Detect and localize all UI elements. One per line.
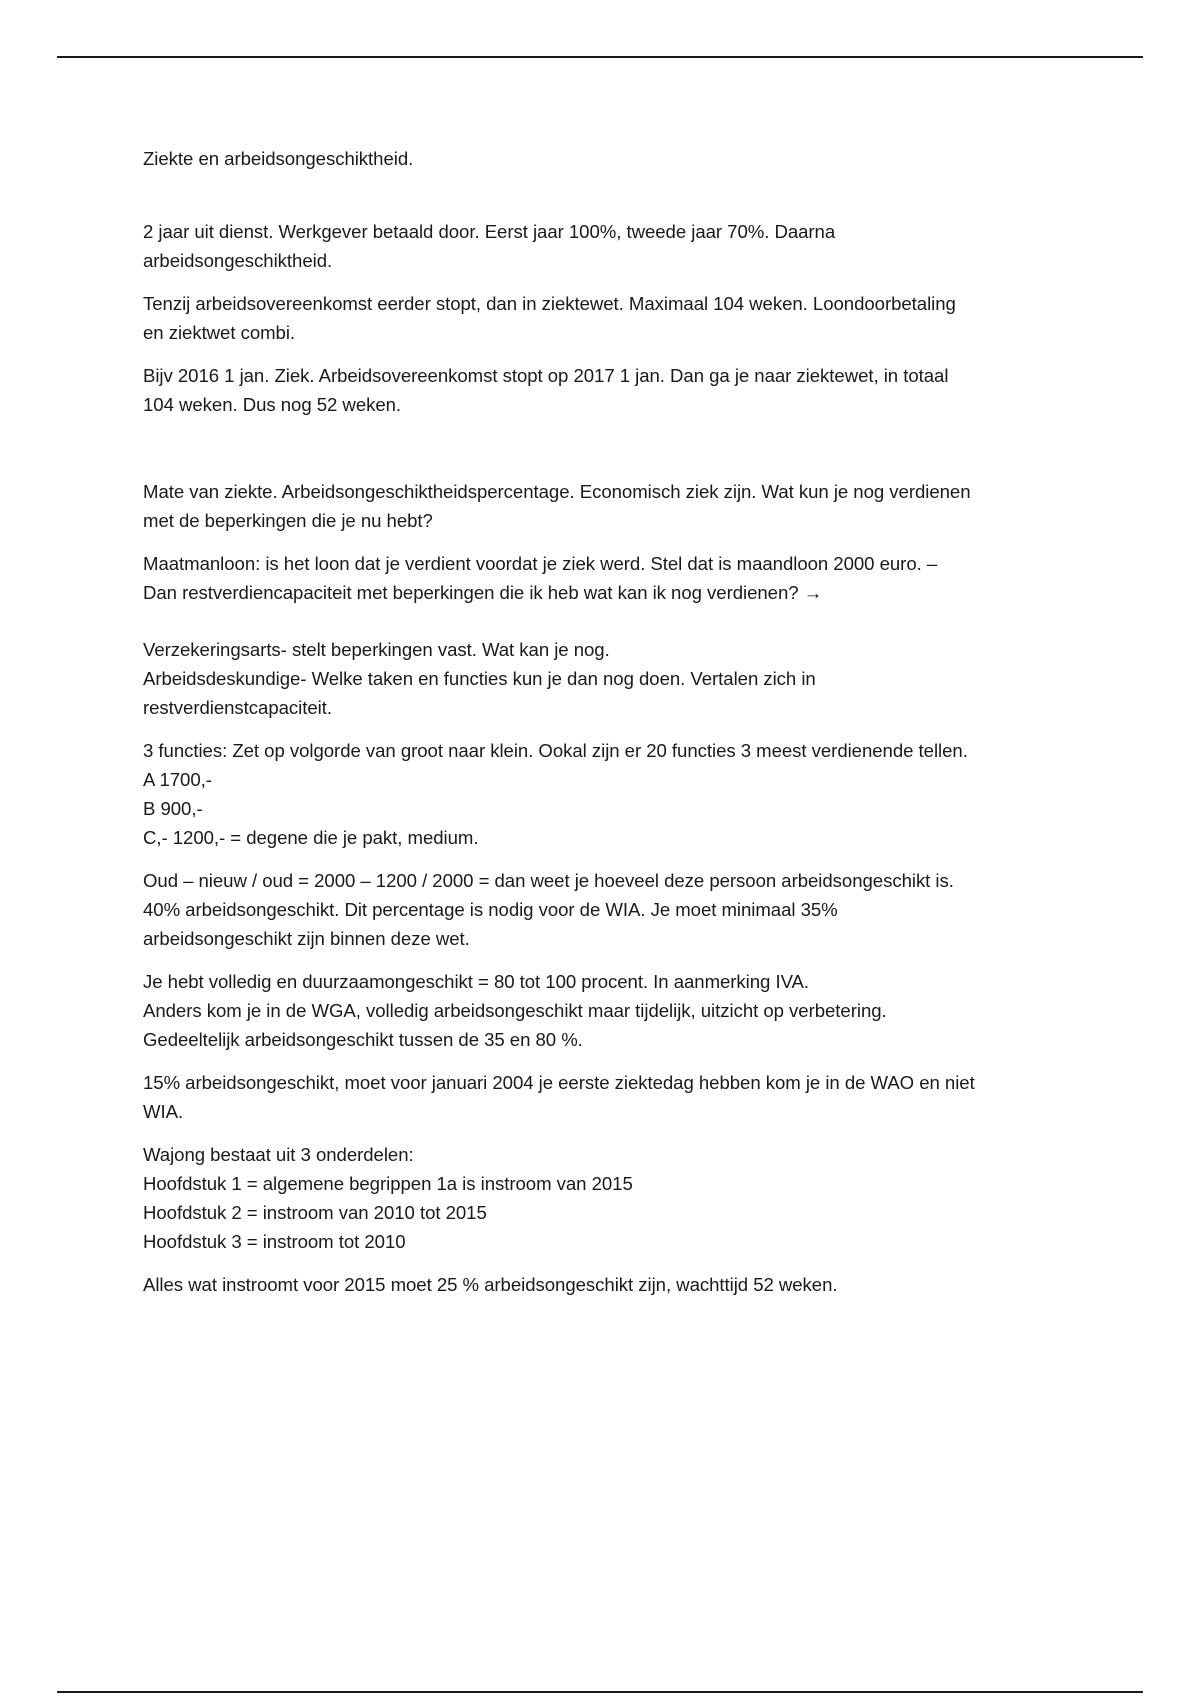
paragraph-1: 2 jaar uit dienst. Werkgever betaald door. Eerst jaar 100%, tweede jaar 70%. Daarna arbeidsongeschiktheid. — [143, 221, 836, 271]
paragraph-11: Wajong bestaat uit 3 onderdelen: Hoofdstuk 1 = algemene begrippen 1a is instroom van 2015 Hoofdstuk 2 = instroom van 2010 tot 2015 Hoofdstuk 3 = instroom tot 2010 — [143, 1144, 633, 1252]
paragraph-3: Bijv 2016 1 jan. Ziek. Arbeidsovereenkomst stopt op 2017 1 jan. Dan ga je naar ziektewet, in totaal 104 weken. Dus nog 52 weken. — [143, 365, 949, 415]
document-title: Ziekte en arbeidsongeschiktheid. — [143, 148, 414, 169]
paragraph-2: Tenzij arbeidsovereenkomst eerder stopt, dan in ziektewet. Maximaal 104 weken. Loondoorbetaling en ziektwet combi. — [143, 293, 956, 343]
document-body — [143, 144, 1073, 1313]
paragraph-6: Verzekeringsarts- stelt beperkingen vast. Wat kan je nog. Arbeidsdeskundige- Welke taken en functies kun je dan nog doen. Vertalen zich in restverdienstcapaciteit. — [143, 639, 816, 718]
paragraph-7: 3 functies: Zet op volgorde van groot naar klein. Ookal zijn er 20 functies 3 meest verdienende tellen. A 1700,- B 900,- C,- 1200,- = degene die je pakt, medium. — [143, 740, 968, 848]
paragraph-8: Oud – nieuw / oud = 2000 – 1200 / 2000 = dan weet je hoeveel deze persoon arbeidsongeschikt is. 40% arbeidsongeschikt. Dit percentage is nodig voor de WIA. Je moet minimaal 35% arbeidsongeschikt zijn binnen deze wet. — [143, 870, 954, 949]
paragraph-4: Mate van ziekte. Arbeidsongeschiktheidspercentage. Economisch ziek zijn. Wat kun je nog verdienen met de beperkingen die je nu hebt? — [143, 481, 971, 531]
footer-rule — [57, 1691, 1143, 1693]
paragraph-5: Maatmanloon: is het loon dat je verdient voordat je ziek werd. Stel dat is maandloon 2000 euro. – Dan restverdiencapaciteit met beperkingen die ik heb wat kan ik nog verdienen? → — [143, 553, 938, 603]
header-rule — [57, 56, 1143, 58]
paragraph-10: 15% arbeidsongeschikt, moet voor januari 2004 je eerste ziektedag hebben kom je in de WAO en niet WIA. — [143, 1072, 975, 1122]
paragraph-12: Alles wat instroomt voor 2015 moet 25 % arbeidsongeschikt zijn, wachttijd 52 weken. — [143, 1274, 838, 1295]
paragraph-9: Je hebt volledig en duurzaamongeschikt = 80 tot 100 procent. In aanmerking IVA. Anders kom je in de WGA, volledig arbeidsongeschikt maar tijdelijk, uitzicht op verbetering. Gedeeltelijk arbeidsongeschikt tussen de 35 en 80 %. — [143, 971, 887, 1050]
